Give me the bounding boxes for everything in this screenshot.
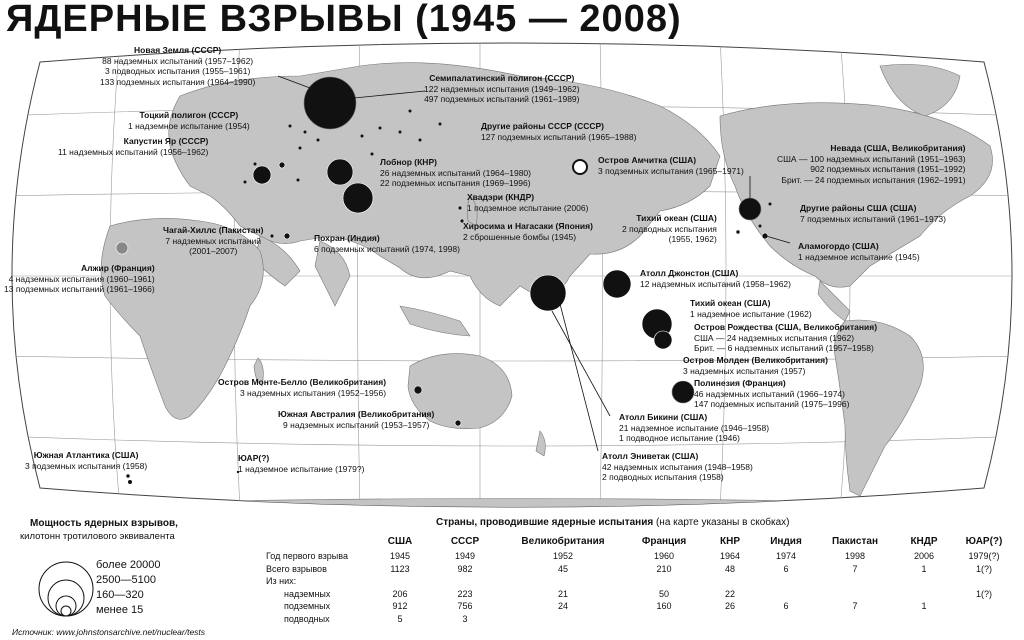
table-cell: 1960 xyxy=(653,551,675,562)
marker-south-atlantic-1 xyxy=(126,474,130,478)
table-header: Пакистан xyxy=(832,535,878,547)
table-cell xyxy=(702,613,758,626)
label-line: 2 подводных испытания (1958) xyxy=(602,472,724,482)
table-cell xyxy=(952,600,1016,613)
table-row xyxy=(262,600,1016,613)
label-line: 22 подземных испытания (1969–1996) xyxy=(380,178,531,188)
table-cell: 48 xyxy=(724,563,735,574)
label-line: Брит. — 24 подземных испытания (1962–1991) xyxy=(781,174,966,185)
source-note: Источник: www.johnstonsarchive.net/nuclear/tests xyxy=(12,627,206,637)
label-other-ussr xyxy=(481,121,636,142)
table-cell: 1 xyxy=(921,601,927,612)
table-row-label: подводных xyxy=(284,613,330,624)
table-cell xyxy=(758,613,814,626)
label-line: 1 надземное испытание (1979?) xyxy=(238,463,365,474)
table-cell: 7 xyxy=(852,563,858,574)
label-line: 3 подземных испытания (1958) xyxy=(25,460,148,471)
label-line: 12 надземных испытаний (1958–1962) xyxy=(640,278,791,289)
land-antarctica xyxy=(0,499,1024,511)
label-title: Остров Молден (Великобритания) xyxy=(683,355,828,365)
label-line: 902 подземных испытания (1951–1992) xyxy=(810,164,966,174)
table-row-label: Всего взрывов xyxy=(266,563,327,574)
label-title: Тоцкий полигон (СССР) xyxy=(139,110,239,120)
page-title: ЯДЕРНЫЕ ВЗРЫВЫ (1945 — 2008) xyxy=(6,0,682,40)
legend-item: более 20000 xyxy=(96,559,161,571)
label-pokhran xyxy=(314,233,460,254)
label-title: Алжир (Франция) xyxy=(80,263,155,273)
table-cell: 1945 xyxy=(389,551,411,562)
table-cell: 1123 xyxy=(390,563,410,574)
table-header: США xyxy=(387,535,413,547)
table-cell xyxy=(896,588,952,601)
marker-kapustin-yar xyxy=(253,166,271,184)
table-row-label: подземных xyxy=(284,601,331,612)
table-cell: 1(?) xyxy=(975,563,992,574)
table-cell xyxy=(500,613,626,626)
marker-totsk xyxy=(279,162,285,168)
label-title: Семипалатинский полигон (СССР) xyxy=(429,73,575,83)
label-line: 4 надземных испытания (1960–1961) xyxy=(8,273,155,284)
label-title: Новая Земля (СССР) xyxy=(134,45,222,55)
label-line: 13 подземных испытаний (1961–1966) xyxy=(4,284,155,294)
label-nevada xyxy=(777,143,966,185)
table-cell xyxy=(814,613,896,626)
label-title: Хвадэри (КНДР) xyxy=(467,192,535,202)
label-malden xyxy=(683,355,828,376)
label-title: Атолл Эниветак (США) xyxy=(602,451,699,461)
table-cell: 1952 xyxy=(552,551,574,562)
label-line: 127 подземных испытаний (1965–1988) xyxy=(481,131,637,142)
label-pacific-us-2 xyxy=(690,298,812,319)
label-title: Другие районы СССР (СССР) xyxy=(481,121,605,131)
label-title: Полинезия (Франция) xyxy=(694,378,786,388)
table-header: Великобритания xyxy=(521,535,605,547)
marker-lobnor xyxy=(343,183,373,213)
table-cell: 1964 xyxy=(719,551,741,562)
table-cell xyxy=(896,613,952,626)
table-cell xyxy=(626,613,702,626)
table-cell: 756 xyxy=(457,601,473,612)
label-line: 11 надземных испытаний (1956–1962) xyxy=(58,146,209,157)
table-cell xyxy=(758,588,814,601)
marker-amchitka xyxy=(573,160,587,174)
table-cell: 24 xyxy=(557,601,568,612)
label-south-atlantic xyxy=(25,450,147,471)
label-title: Капустин Яр (СССР) xyxy=(123,136,209,146)
table-title xyxy=(436,517,790,528)
label-line: 133 подземных испытания (1964–1990) xyxy=(100,76,256,87)
legend-item: 160—320 xyxy=(96,589,144,601)
table-cell: 22 xyxy=(724,588,735,599)
label-algeria xyxy=(4,263,155,295)
table-row-label: Из них: xyxy=(266,576,297,587)
table-title-note: (на карте указаны в скобках) xyxy=(653,517,790,528)
table-cell: 2006 xyxy=(913,551,935,562)
label-pacific-us-1 xyxy=(622,213,717,245)
label-line: 3 подземных испытания (1965–1971) xyxy=(598,165,744,176)
table-header-blank xyxy=(262,532,370,550)
label-line: 6 подземных испытаний (1974, 1998) xyxy=(314,243,460,254)
label-title: Другие районы США (США) xyxy=(800,203,917,213)
label-line: 46 надземных испытаний (1966–1974) xyxy=(694,388,845,399)
table-header: СССР xyxy=(450,535,480,547)
label-title: Южная Австралия (Великобритания) xyxy=(278,409,435,419)
label-title: Южная Атлантика (США) xyxy=(33,450,139,460)
label-line: 3 надземных испытания (1957) xyxy=(683,365,806,376)
label-eniwetok xyxy=(602,451,753,483)
table-header: ЮАР(?) xyxy=(965,535,1003,547)
legend-subtitle: килотонн тротилового эквивалента xyxy=(20,531,175,542)
legend-size-circles xyxy=(36,552,96,618)
table-cell: 223 xyxy=(457,588,473,599)
label-chagai xyxy=(163,225,263,257)
label-bikini xyxy=(619,412,769,444)
marker-nevada xyxy=(739,198,761,220)
marker-south-australia xyxy=(455,420,461,426)
table-cell: 6 xyxy=(783,601,789,612)
table-cell: 1979(?) xyxy=(968,551,1000,562)
label-line: 42 надземных испытания (1948–1958) xyxy=(602,461,753,472)
table-header: Франция xyxy=(641,535,687,547)
label-south-australia xyxy=(278,409,434,430)
label-line: США — 100 надземных испытаний (1951–1963) xyxy=(777,153,966,164)
legend-item: менее 15 xyxy=(96,604,144,616)
label-polynesia xyxy=(694,378,849,410)
label-line: 26 надземных испытаний (1964–1980) xyxy=(380,167,531,178)
label-hwaderi xyxy=(467,192,588,213)
table-row xyxy=(262,563,1016,576)
label-line: Брит. — 6 надземных испытаний (1957–1958) xyxy=(694,343,874,353)
marker-pokhran xyxy=(284,233,290,239)
label-monte-bello xyxy=(218,377,386,398)
label-line: 1 подводное испытание (1946) xyxy=(619,433,740,443)
label-johnston xyxy=(640,268,791,289)
marker-pacific-underwater xyxy=(736,230,740,234)
table-cell: 21 xyxy=(557,588,568,599)
label-title: Похран (Индия) xyxy=(314,233,380,243)
label-line: 1 надземное испытание (1945) xyxy=(798,251,920,262)
marker-semipalatinsk xyxy=(327,159,353,185)
label-south-africa xyxy=(238,453,364,474)
label-title: Аламогордо (США) xyxy=(798,241,879,251)
label-line: 122 надземных испытания (1949–1962) xyxy=(424,83,580,94)
table-cell: 50 xyxy=(658,588,669,599)
table-cell: 6 xyxy=(783,563,789,574)
table-row-label: Год первого взрыва xyxy=(266,551,348,562)
table-cell: 1949 xyxy=(454,551,476,562)
label-line: 1 надземное испытание (1962) xyxy=(690,308,812,319)
table-cell: 1 xyxy=(921,563,927,574)
label-title: Лобнор (КНР) xyxy=(380,157,437,167)
label-title: Хиросима и Нагасаки (Япония) xyxy=(463,221,593,231)
marker-algeria xyxy=(116,242,128,254)
table-cell: 206 xyxy=(392,588,408,599)
label-totsk xyxy=(128,110,250,131)
label-line: 2 сброшенные бомбы (1945) xyxy=(463,231,577,242)
table-cell xyxy=(814,588,896,601)
label-line: (2001–2007) xyxy=(189,246,238,256)
label-title: Невада (США, Великобритания) xyxy=(830,143,966,153)
table-row xyxy=(262,613,1016,626)
label-line: США — 24 надземных испытания (1962) xyxy=(694,332,855,343)
table-cell: 3 xyxy=(462,613,468,624)
label-line: 88 надземных испытаний (1957–1962) xyxy=(102,55,254,66)
label-line: 1 подземное испытание (2006) xyxy=(467,202,589,213)
countries-table xyxy=(262,532,1016,625)
label-hiroshima xyxy=(463,221,593,242)
label-line: 147 подземных испытаний (1975–1996) xyxy=(694,399,850,409)
table-cell: 1(?) xyxy=(975,588,992,599)
label-lobnor xyxy=(380,157,531,189)
table-row-label: надземных xyxy=(284,588,331,599)
label-line: (1955, 1962) xyxy=(668,234,717,244)
table-header: КНР xyxy=(720,535,740,547)
table-cell: 982 xyxy=(457,563,473,574)
table-header: Индия xyxy=(770,535,802,547)
label-line: 7 подземных испытаний (1961–1973) xyxy=(800,213,946,224)
marker-monte-bello xyxy=(414,386,422,394)
table-title-bold: Страны, проводившие ядерные испытания xyxy=(436,517,654,528)
marker-polynesia xyxy=(672,381,694,403)
table-row xyxy=(262,575,1016,588)
label-title: Атолл Джонстон (США) xyxy=(640,268,739,278)
table-header-row xyxy=(262,532,1016,550)
label-line: 3 надземных испытания (1952–1956) xyxy=(239,387,387,398)
label-title: Атолл Бикини (США) xyxy=(619,412,708,422)
label-title: ЮАР(?) xyxy=(238,453,270,463)
label-title: Чагай-Хиллс (Пакистан) xyxy=(163,225,264,235)
table-cell: 7 xyxy=(852,601,858,612)
label-line: 9 надземных испытаний (1953–1957) xyxy=(283,419,430,430)
label-christmas-island xyxy=(694,322,877,354)
label-semipalatinsk xyxy=(424,73,580,105)
table-cell-empty xyxy=(370,575,1016,588)
table-cell: 210 xyxy=(656,563,672,574)
label-title: Остров Рождества (США, Великобритания) xyxy=(694,322,878,332)
table-cell: 1998 xyxy=(844,551,866,562)
table-cell xyxy=(952,613,1016,626)
label-line: 497 подземных испытаний (1961–1989) xyxy=(424,94,580,104)
table-row xyxy=(262,550,1016,563)
label-title: Тихий океан (США) xyxy=(636,213,717,223)
marker-johnston xyxy=(603,270,631,298)
label-title: Остров Монте-Белло (Великобритания) xyxy=(218,377,387,387)
label-title: Остров Амчитка (США) xyxy=(598,155,697,165)
label-alamogordo xyxy=(798,241,920,262)
marker-novaya-zemlya xyxy=(304,77,356,129)
table-row xyxy=(262,588,1016,601)
label-other-us xyxy=(800,203,946,224)
table-header: КНДР xyxy=(910,535,938,547)
table-cell: 45 xyxy=(557,563,568,574)
label-line: 3 подводных испытания (1955–1961) xyxy=(104,66,251,76)
table-cell: 160 xyxy=(656,601,672,612)
label-title: Тихий океан (США) xyxy=(690,298,771,308)
label-line: 7 надземных испытаний xyxy=(165,235,262,246)
table-cell: 26 xyxy=(724,601,735,612)
label-line: 2 подводных испытания xyxy=(622,223,717,234)
label-novaya-zemlya xyxy=(100,45,255,87)
table-cell: 912 xyxy=(392,601,408,612)
marker-hwaderi xyxy=(458,206,462,210)
table-cell: 1974 xyxy=(775,551,797,562)
label-line: 1 надземное испытание (1954) xyxy=(128,120,250,131)
legend-title: Мощность ядерных взрывов, xyxy=(30,518,178,529)
label-line: 21 надземное испытание (1946–1958) xyxy=(619,422,770,433)
label-amchitka xyxy=(598,155,744,176)
marker-malden xyxy=(654,331,672,349)
table-cell: 5 xyxy=(397,613,403,624)
marker-chagai xyxy=(270,234,274,238)
label-kapustin-yar xyxy=(58,136,208,157)
legend-item: 2500—5100 xyxy=(96,574,156,586)
